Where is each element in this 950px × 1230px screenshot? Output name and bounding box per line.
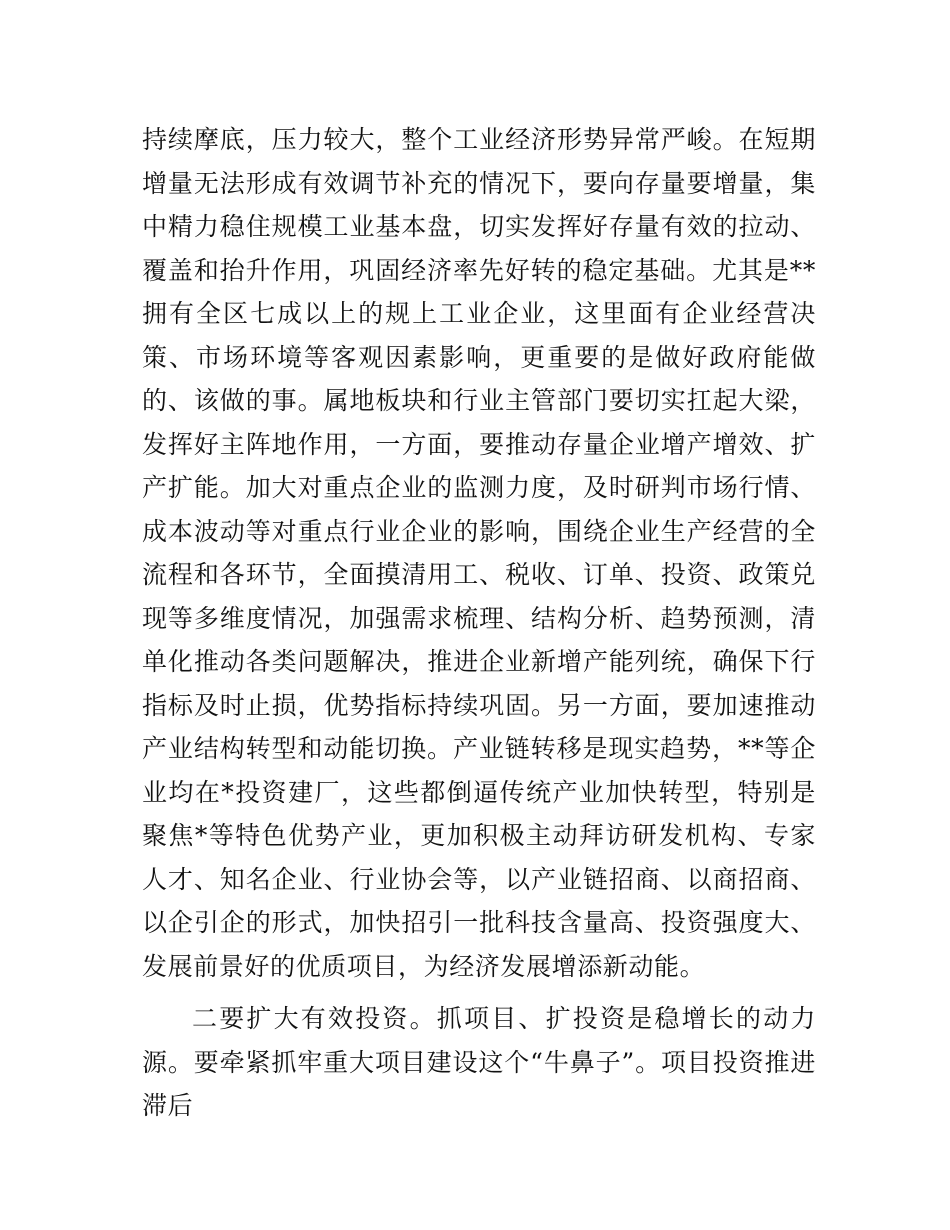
body-paragraph: 持续摩底，压力较大，整个工业经济形势异常严峻。在短期增量无法形成有效调节补充的情况下，要向存量要增量，集中精力稳住规模工业基本盘，切实发挥好存量有效的拉动、覆盖和抬升作用，巩固经济率先好转的稳定基础。尤其是**拥有全区七成以上的规上工业企业，这里面有企业经营决策、市场环境等客观因素影响，更重要的是做好政府能做的、该做的事。属地板块和行业主管部门要切实扛起大梁，发挥好主阵地作用，一方面，要推动存量企业增产增效、扩产扩能。加大对重点企业的监测力度，及时研判市场行情、成本波动等对重点行业企业的影响，围绕企业生产经营的全流程和各环节，全面摸清用工、税收、订单、投资、政策兑现等多维度情况，加强需求梳理、结构分析、趋势预测，清单化推动各类问题解决，推进企业新增产能列统，确保下行指标及时止损，优势指标持续巩固。另一方面，要加速推动产业结构转型和动能切换。产业链转移是现实趋势，**等企业均在*投资建厂，这些都倒逼传统产业加快转型，特别是聚焦*等特色优势产业，更加积极主动拜访研发机构、专家人才、知名企业、行业协会等，以产业链招商、以商招商、以企引企的形式，加快招引一批科技含量高、投资强度大、发展前景好的优质项目，为经济发展增添新动能。 bbox=[142, 125, 816, 981]
body-paragraph: 二要扩大有效投资。抓项目、扩投资是稳增长的动力源。要牵紧抓牢重大项目建设这个“牛鼻子”。项目投资推进滞后 bbox=[142, 1004, 816, 1120]
